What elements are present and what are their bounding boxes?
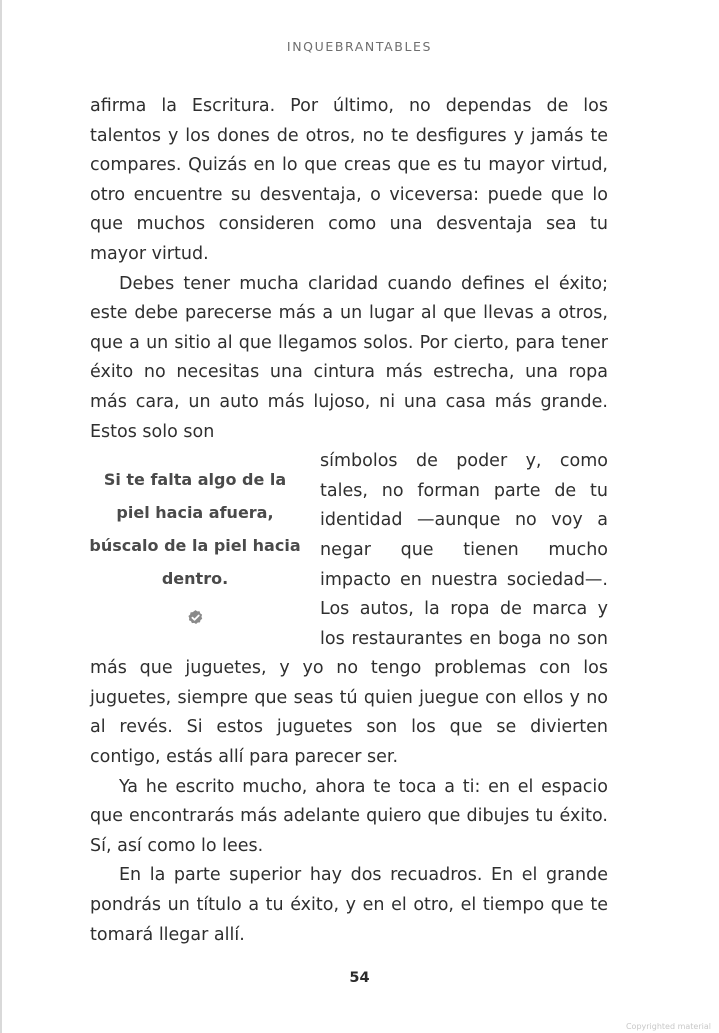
pull-quote: Si te falta algo de la piel hacia afuera, búscalo de la piel hacia dentro. — [89, 470, 301, 589]
paragraph-2: Debes tener mucha claridad cuando defines el éxito; este debe parecerse más a un lugar al que llevas a otros, que a un sitio al que llegamos solos. Por cierto, para tener éxito no necesitas una cintura más estrecha, una ropa más cara, un auto más lujoso, ni una casa más grande. Estos solo son — [90, 273, 608, 442]
page-edge — [0, 0, 2, 1033]
paragraph-5: En la parte superior hay dos recuadros. En el grande pondrás un título a tu éxito, y en el otro, el tiempo que te tomará llegar allí. — [90, 865, 608, 945]
paragraph-3: símbolos de poder y, como tales, no forman parte de tu identidad —aunque no voy a negar que tienen mucho impacto en nuestra sociedad—. Los autos, la ropa de marca y los restaurantes en boga no son más que juguetes, y yo no tengo problemas con los juguetes, siempre que seas tú quien juegue con ellos y no al revés. Si estos juguetes son los que se divierten contigo, estás allí para parecer ser. — [90, 451, 608, 768]
page-number: 54 — [349, 970, 370, 986]
verified-badge-icon — [187, 609, 204, 626]
running-head: INQUEBRANTABLES — [286, 39, 433, 54]
paragraph-4: Ya he escrito mucho, ahora te toca a ti: en el espacio que encontrarás más adelante quiero que dibujes tu éxito. Sí, así como lo lees. — [90, 776, 608, 856]
watermark: Copyrighted material — [625, 1022, 711, 1031]
pull-quote-block — [86, 455, 304, 626]
page-body — [90, 92, 608, 950]
paragraph-1: afirma la Escritura. Por último, no dependas de los talentos y los dones de otros, no te desfigures y jamás te compares. Quizás en lo que creas que es tu mayor virtud, otro encuentre su desventaja, o viceversa: puede que lo que muchos consideren como una desventaja sea tu mayor virtud. — [90, 96, 608, 264]
